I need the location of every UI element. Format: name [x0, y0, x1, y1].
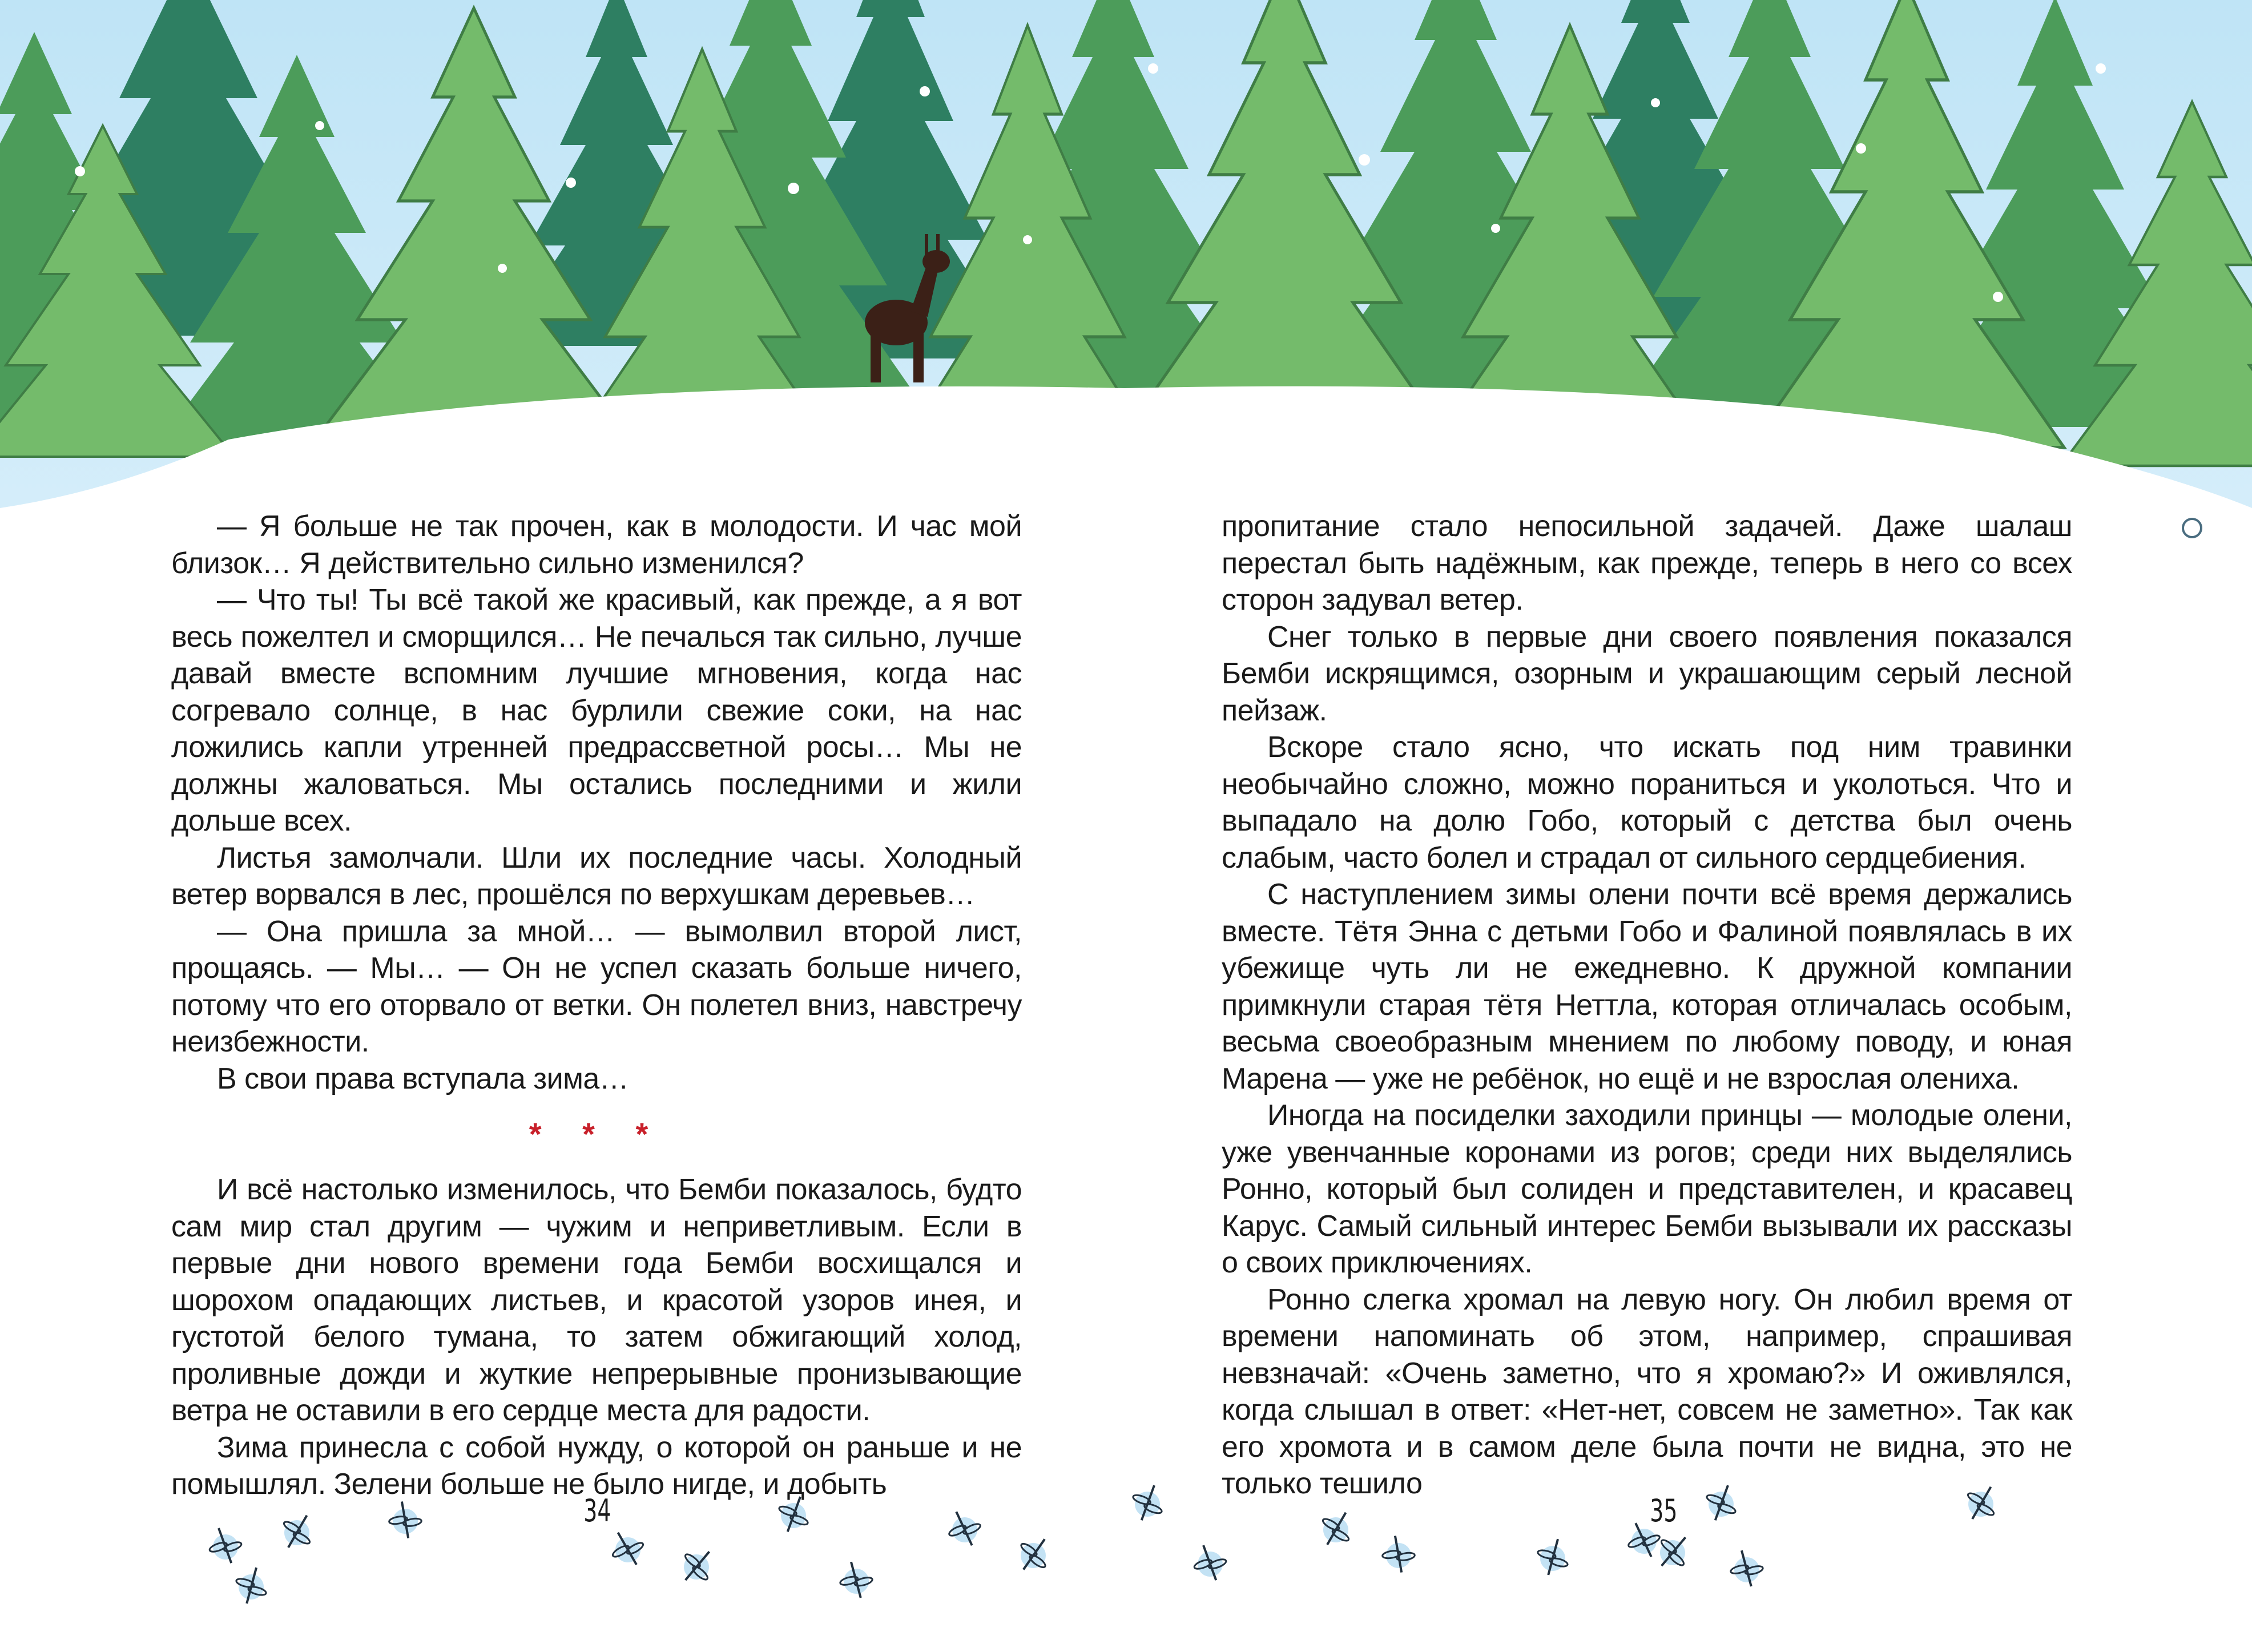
page-number-right: 35 — [1650, 1493, 1678, 1529]
page-number-left: 34 — [583, 1493, 611, 1529]
paragraph: пропитание стало непосильной задачей. Даже шалаш перестал быть надёжным, как прежде, теперь в него со всех сторон задувал ветер. — [1222, 510, 2072, 617]
paragraph: Ронно слегка хромал на левую ногу. Он любил время от времени напоминать об этом, например, спрашивая невзначай: «Очень заметно, что я хромаю?» И оживлялся, когда слышал в ответ: «Нет-нет, совсем не заметно». Так как его хромота и в самом деле была почти не видна, это не только тешило — [1222, 1283, 2072, 1500]
paragraph: Зима принесла с собой нужду, о которой он раньше и не помышлял. Зелени больше не было нигде, и добыть — [171, 1431, 1022, 1501]
paragraph: — Она пришла за мной… — вымолвил второй лист, прощаясь. — Мы… — Он не успел сказать больше ничего, потому что его оторвало от ветки. Он полетел вниз, навстречу неизбежности. — [171, 914, 1022, 1058]
paragraph: И всё настолько изменилось, что Бемби показалось, будто сам мир стал другим — чужим и неприветливым. Если в первые дни нового времени года Бемби восхищался и шорохом опадающих листьев, и красотой узоров инея, и густотой белого тумана, то затем обжигающий холод, проливные дожди и жуткие непрерывные пронизывающие ветра не оставили в его сердце места для радости. — [171, 1173, 1022, 1427]
paragraph: Снег только в первые дни своего появления показался Бемби искрящимся, озорным и украшающим серый лесной пейзаж. — [1222, 620, 2072, 727]
dragonflies-decoration — [0, 1461, 2252, 1652]
paragraph: Листья замолчали. Шли их последние часы. Холодный ветер ворвался в лес, прошёлся по верхушкам деревьев… — [171, 841, 1022, 911]
paragraph: Вскоре стало ясно, что искать под ним травинки необычайно сложно, можно пораниться и уколоться. Что и выпадало на долю Гобо, который с детства был очень слабым, часто болел и страдал от сильного сердцебиения. — [1222, 731, 2072, 875]
paragraph: Иногда на посиделки заходили принцы — молодые олени, уже увенчанные коронами из рогов; среди них выделялись Ронно, который был солиден и представителен, и красавец Карус. Самый сильный интерес Бемби вызывали их рассказы о своих приключениях. — [1222, 1099, 2072, 1279]
paragraph: — Я больше не так прочен, как в молодости. И час мой близок… Я действительно сильно изменился? — [171, 510, 1022, 580]
paragraph: В свои права вступала зима… — [217, 1062, 629, 1095]
right-page-text — [1222, 508, 2072, 1502]
paragraph: — Что ты! Ты всё такой же красивый, как прежде, а я вот весь пожелтел и сморщился… Не печалься так сильно, лучше давай вместе вспомним лучшие мгновения, когда нас согревало солнце, в нас бурлили свежие соки, на нас ложились капли утренней предрассветной росы… Мы не должны жаловаться. Мы остались последними и жили дольше всех. — [171, 583, 1022, 837]
paragraph: С наступлением зимы олени почти всё время держались вместе. Тётя Энна с детьми Гобо и Фалиной появлялась в их убежище чуть ли не ежедневно. К дружной компании примкнули старая тётя Неттла, которая отличалась особым, весьма своеобразным мнением по любому поводу, и юная Марена — уже не ребёнок, но ещё и не взрослая олениха. — [1222, 878, 2072, 1095]
left-page-text — [171, 508, 1022, 1503]
winter-forest-illustration — [0, 0, 2252, 548]
section-separator: * * * — [529, 1116, 664, 1152]
